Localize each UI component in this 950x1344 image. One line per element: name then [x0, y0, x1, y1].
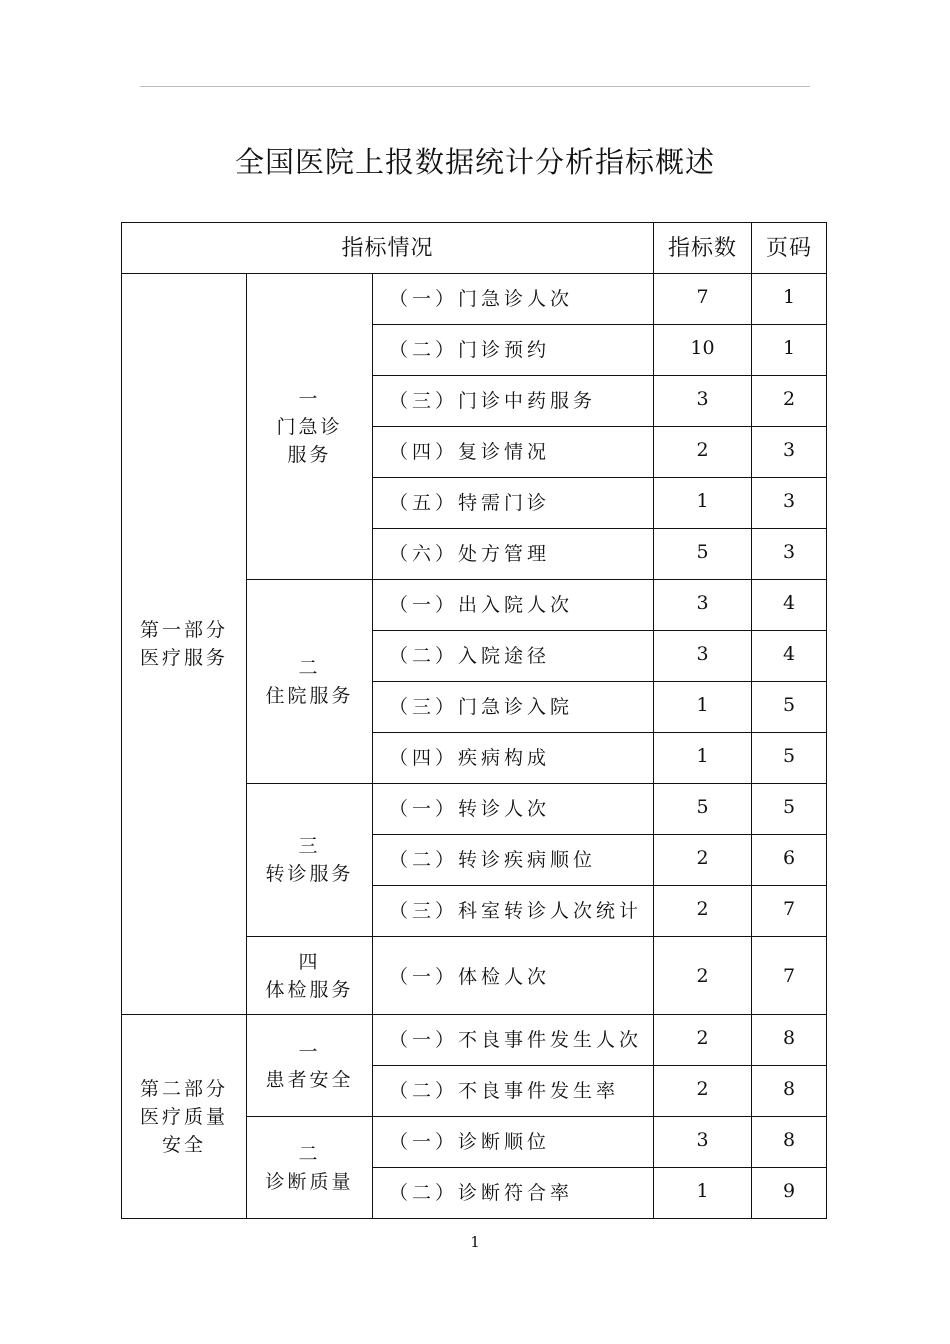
- indicator-label: （五）特需门诊: [373, 478, 654, 529]
- part-name-line: 第一部分: [139, 619, 228, 641]
- indicator-table-body: [122, 223, 827, 1219]
- indicator-page: 8: [752, 1066, 827, 1117]
- page-title: 全国医院上报数据统计分析指标概述: [234, 145, 715, 179]
- indicator-page: 8: [752, 1015, 827, 1066]
- section-number: 二: [298, 1142, 321, 1165]
- part-name-line: 医疗质量: [139, 1105, 228, 1128]
- section-cell: [247, 1015, 373, 1117]
- indicator-page: 1: [752, 274, 827, 325]
- indicator-count: 3: [654, 580, 752, 631]
- indicator-count: 3: [654, 376, 752, 427]
- part-name-line: 安全: [161, 1133, 206, 1156]
- header-page: 页码: [752, 223, 827, 274]
- indicator-page: 1: [752, 325, 827, 376]
- indicator-label: （一）出入院人次: [373, 580, 654, 631]
- section-number: 三: [298, 835, 321, 857]
- indicator-page: 8: [752, 1117, 827, 1168]
- indicator-label: （二）门诊预约: [373, 325, 654, 376]
- indicator-label: （三）门诊中药服务: [373, 376, 654, 427]
- indicator-label: （一）门急诊人次: [373, 274, 654, 325]
- section-cell: [247, 274, 373, 580]
- indicator-count: 1: [654, 682, 752, 733]
- indicator-count: 7: [654, 274, 752, 325]
- part-cell: [122, 274, 247, 1015]
- section-number: 一: [298, 387, 321, 410]
- table-row: [122, 274, 827, 325]
- section-cell: [247, 784, 373, 937]
- header-indicator: 指标情况: [122, 223, 654, 274]
- indicator-count: 2: [654, 937, 752, 1015]
- indicator-page: 6: [752, 835, 827, 886]
- part-name-line: 医疗服务: [139, 647, 228, 669]
- header-rule: [140, 86, 810, 87]
- indicator-count: 5: [654, 529, 752, 580]
- indicator-page: 7: [752, 886, 827, 937]
- indicator-count: 10: [654, 325, 752, 376]
- indicator-count: 1: [654, 478, 752, 529]
- table-row: [122, 1015, 827, 1066]
- indicator-count: 3: [654, 631, 752, 682]
- section-cell: [247, 1117, 373, 1219]
- indicator-label: （六）处方管理: [373, 529, 654, 580]
- indicator-page: 5: [752, 784, 827, 835]
- indicator-count: 2: [654, 1066, 752, 1117]
- indicator-label: （二）不良事件发生率: [373, 1066, 654, 1117]
- indicator-label: （三）科室转诊人次统计: [373, 886, 654, 937]
- section-name-line: 门急诊: [276, 415, 343, 438]
- section-cell: [247, 580, 373, 784]
- indicator-label: （二）入院途径: [373, 631, 654, 682]
- indicator-count: 2: [654, 1015, 752, 1066]
- page-number: 1: [470, 1233, 480, 1251]
- header-count: 指标数: [654, 223, 752, 274]
- indicator-page: 3: [752, 478, 827, 529]
- indicator-page: 7: [752, 937, 827, 1015]
- indicator-page: 2: [752, 376, 827, 427]
- indicator-label: （二）诊断符合率: [373, 1168, 654, 1219]
- indicator-label: （二）转诊疾病顺位: [373, 835, 654, 886]
- indicator-label: （三）门急诊入院: [373, 682, 654, 733]
- indicator-count: 1: [654, 733, 752, 784]
- indicator-label: （一）体检人次: [373, 937, 654, 1015]
- section-name-line: 体检服务: [265, 978, 354, 1001]
- section-cell: [247, 937, 373, 1015]
- indicator-count: 1: [654, 1168, 752, 1219]
- indicator-count: 2: [654, 886, 752, 937]
- section-number: 四: [298, 950, 321, 973]
- indicator-page: 5: [752, 682, 827, 733]
- indicator-page: 3: [752, 529, 827, 580]
- section-name-line: 患者安全: [265, 1068, 354, 1091]
- indicator-count: 3: [654, 1117, 752, 1168]
- indicator-count: 5: [654, 784, 752, 835]
- section-number: 一: [298, 1040, 321, 1063]
- indicator-page: 9: [752, 1168, 827, 1219]
- indicator-count: 2: [654, 835, 752, 886]
- indicator-count: 2: [654, 427, 752, 478]
- indicator-table: [121, 222, 827, 1219]
- section-name-line: 服务: [287, 443, 332, 466]
- indicator-label: （一）转诊人次: [373, 784, 654, 835]
- indicator-page: 5: [752, 733, 827, 784]
- part-cell: [122, 1015, 247, 1219]
- indicator-label: （四）疾病构成: [373, 733, 654, 784]
- section-number: 二: [298, 656, 321, 679]
- indicator-page: 4: [752, 631, 827, 682]
- indicator-label: （一）诊断顺位: [373, 1117, 654, 1168]
- section-name-line: 诊断质量: [265, 1170, 354, 1193]
- section-name-line: 转诊服务: [265, 863, 354, 885]
- part-name-line: 第二部分: [139, 1077, 228, 1100]
- indicator-page: 4: [752, 580, 827, 631]
- indicator-page: 3: [752, 427, 827, 478]
- section-name-line: 住院服务: [265, 684, 354, 707]
- indicator-label: （四）复诊情况: [373, 427, 654, 478]
- indicator-label: （一）不良事件发生人次: [373, 1015, 654, 1066]
- table-header-row: [122, 223, 827, 274]
